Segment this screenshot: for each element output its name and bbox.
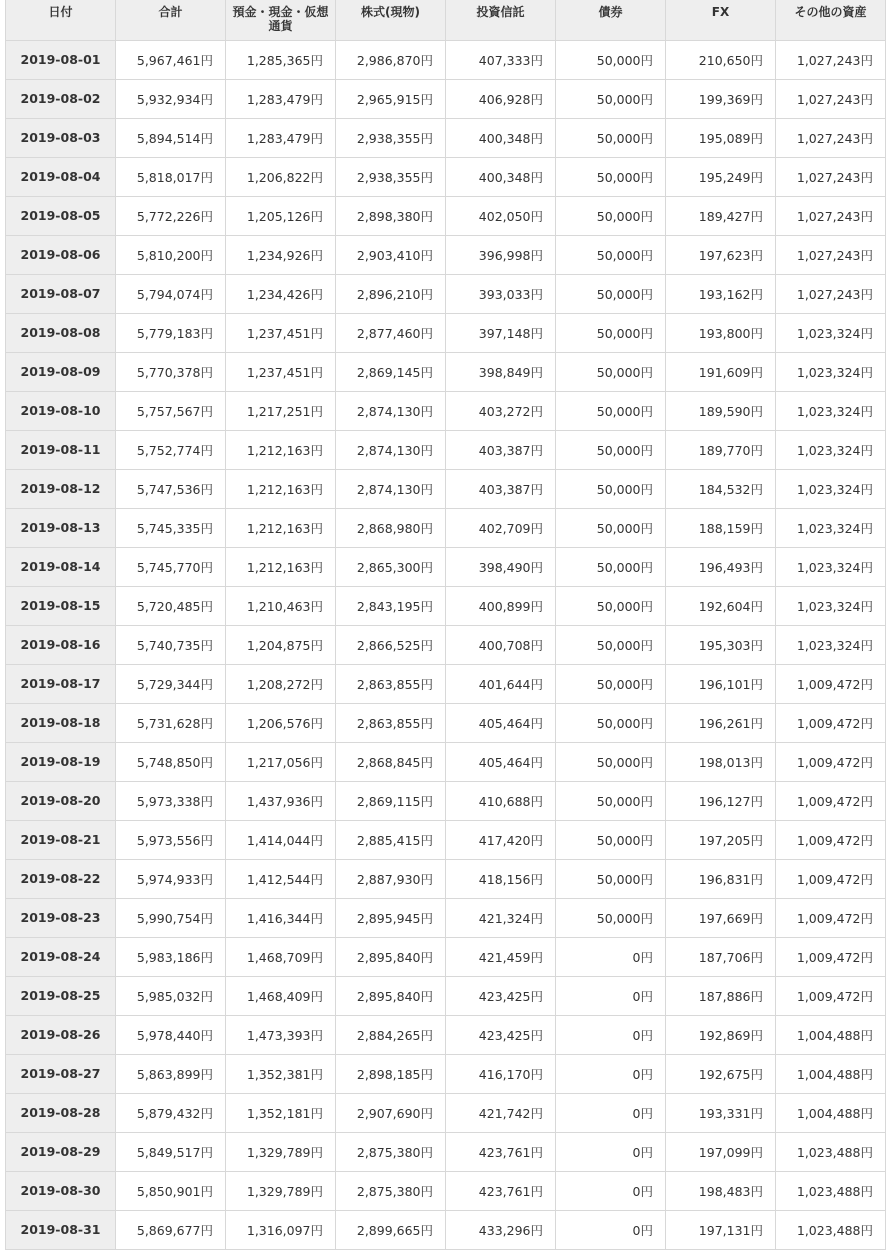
fx-cell: 192,604円 [666, 586, 776, 625]
stocks-cell: 2,885,415円 [336, 820, 446, 859]
other-assets-cell: 1,023,324円 [776, 625, 886, 664]
bonds-cell: 50,000円 [556, 274, 666, 313]
deposits-cell: 1,352,181円 [226, 1093, 336, 1132]
total-cell: 5,983,186円 [116, 937, 226, 976]
deposits-cell: 1,212,163円 [226, 508, 336, 547]
date-cell: 2019-08-28 [6, 1093, 116, 1132]
fx-cell: 193,800円 [666, 313, 776, 352]
fx-cell: 195,249円 [666, 157, 776, 196]
fx-cell: 187,886円 [666, 976, 776, 1015]
deposits-cell: 1,208,272円 [226, 664, 336, 703]
table-row [6, 742, 886, 781]
deposits-cell: 1,217,056円 [226, 742, 336, 781]
column-header-other-assets: その他の資産 [776, 0, 886, 40]
table-row [6, 547, 886, 586]
date-cell: 2019-08-30 [6, 1171, 116, 1210]
date-cell: 2019-08-02 [6, 79, 116, 118]
other-assets-cell: 1,023,324円 [776, 547, 886, 586]
column-header-stocks: 株式(現物) [336, 0, 446, 40]
trusts-cell: 400,348円 [446, 157, 556, 196]
other-assets-cell: 1,023,324円 [776, 313, 886, 352]
total-cell: 5,879,432円 [116, 1093, 226, 1132]
date-cell: 2019-08-11 [6, 430, 116, 469]
bonds-cell: 50,000円 [556, 235, 666, 274]
trusts-cell: 405,464円 [446, 703, 556, 742]
deposits-cell: 1,205,126円 [226, 196, 336, 235]
total-cell: 5,973,338円 [116, 781, 226, 820]
bonds-cell: 50,000円 [556, 664, 666, 703]
date-cell: 2019-08-17 [6, 664, 116, 703]
date-cell: 2019-08-19 [6, 742, 116, 781]
total-cell: 5,894,514円 [116, 118, 226, 157]
table-row [6, 898, 886, 937]
bonds-cell: 0円 [556, 1093, 666, 1132]
other-assets-cell: 1,027,243円 [776, 274, 886, 313]
deposits-cell: 1,206,822円 [226, 157, 336, 196]
date-cell: 2019-08-23 [6, 898, 116, 937]
other-assets-cell: 1,027,243円 [776, 40, 886, 79]
fx-cell: 210,650円 [666, 40, 776, 79]
trusts-cell: 423,425円 [446, 976, 556, 1015]
table-row [6, 1093, 886, 1132]
trusts-cell: 398,490円 [446, 547, 556, 586]
trusts-cell: 423,761円 [446, 1171, 556, 1210]
bonds-cell: 50,000円 [556, 547, 666, 586]
bonds-cell: 50,000円 [556, 469, 666, 508]
total-cell: 5,967,461円 [116, 40, 226, 79]
trusts-cell: 400,899円 [446, 586, 556, 625]
table-row [6, 508, 886, 547]
stocks-cell: 2,898,380円 [336, 196, 446, 235]
table-row [6, 859, 886, 898]
deposits-cell: 1,468,409円 [226, 976, 336, 1015]
bonds-cell: 0円 [556, 937, 666, 976]
other-assets-cell: 1,027,243円 [776, 196, 886, 235]
other-assets-cell: 1,027,243円 [776, 157, 886, 196]
trusts-cell: 403,387円 [446, 430, 556, 469]
stocks-cell: 2,869,115円 [336, 781, 446, 820]
date-cell: 2019-08-13 [6, 508, 116, 547]
bonds-cell: 50,000円 [556, 118, 666, 157]
deposits-cell: 1,329,789円 [226, 1132, 336, 1171]
fx-cell: 189,590円 [666, 391, 776, 430]
other-assets-cell: 1,027,243円 [776, 118, 886, 157]
asset-history-panel [5, 0, 885, 1250]
fx-cell: 189,427円 [666, 196, 776, 235]
deposits-cell: 1,352,381円 [226, 1054, 336, 1093]
trusts-cell: 423,425円 [446, 1015, 556, 1054]
table-row [6, 157, 886, 196]
bonds-cell: 0円 [556, 1054, 666, 1093]
total-cell: 5,747,536円 [116, 469, 226, 508]
trusts-cell: 405,464円 [446, 742, 556, 781]
trusts-cell: 403,387円 [446, 469, 556, 508]
other-assets-cell: 1,023,324円 [776, 430, 886, 469]
total-cell: 5,810,200円 [116, 235, 226, 274]
deposits-cell: 1,468,709円 [226, 937, 336, 976]
bonds-cell: 50,000円 [556, 40, 666, 79]
date-cell: 2019-08-07 [6, 274, 116, 313]
deposits-cell: 1,285,365円 [226, 40, 336, 79]
stocks-cell: 2,887,930円 [336, 859, 446, 898]
stocks-cell: 2,863,855円 [336, 664, 446, 703]
fx-cell: 192,675円 [666, 1054, 776, 1093]
fx-cell: 196,261円 [666, 703, 776, 742]
bonds-cell: 50,000円 [556, 742, 666, 781]
fx-cell: 199,369円 [666, 79, 776, 118]
column-header-investment-trusts: 投資信託 [446, 0, 556, 40]
fx-cell: 196,127円 [666, 781, 776, 820]
total-cell: 5,731,628円 [116, 703, 226, 742]
deposits-cell: 1,212,163円 [226, 469, 336, 508]
trusts-cell: 396,998円 [446, 235, 556, 274]
date-cell: 2019-08-24 [6, 937, 116, 976]
deposits-cell: 1,416,344円 [226, 898, 336, 937]
column-header-deposits-cash-crypto: 預金・現金・仮想通貨 [226, 0, 336, 40]
stocks-cell: 2,874,130円 [336, 469, 446, 508]
stocks-cell: 2,938,355円 [336, 157, 446, 196]
stocks-cell: 2,865,300円 [336, 547, 446, 586]
other-assets-cell: 1,023,324円 [776, 508, 886, 547]
trusts-cell: 417,420円 [446, 820, 556, 859]
fx-cell: 193,331円 [666, 1093, 776, 1132]
fx-cell: 197,623円 [666, 235, 776, 274]
deposits-cell: 1,237,451円 [226, 313, 336, 352]
deposits-cell: 1,212,163円 [226, 547, 336, 586]
table-row [6, 430, 886, 469]
stocks-cell: 2,868,845円 [336, 742, 446, 781]
total-cell: 5,757,567円 [116, 391, 226, 430]
date-cell: 2019-08-22 [6, 859, 116, 898]
table-row [6, 40, 886, 79]
fx-cell: 197,099円 [666, 1132, 776, 1171]
deposits-cell: 1,283,479円 [226, 118, 336, 157]
stocks-cell: 2,938,355円 [336, 118, 446, 157]
bonds-cell: 50,000円 [556, 586, 666, 625]
stocks-cell: 2,884,265円 [336, 1015, 446, 1054]
other-assets-cell: 1,023,324円 [776, 586, 886, 625]
total-cell: 5,990,754円 [116, 898, 226, 937]
other-assets-cell: 1,009,472円 [776, 703, 886, 742]
stocks-cell: 2,895,840円 [336, 937, 446, 976]
fx-cell: 198,483円 [666, 1171, 776, 1210]
fx-cell: 184,532円 [666, 469, 776, 508]
deposits-cell: 1,204,875円 [226, 625, 336, 664]
bonds-cell: 0円 [556, 1210, 666, 1249]
other-assets-cell: 1,023,324円 [776, 391, 886, 430]
deposits-cell: 1,234,426円 [226, 274, 336, 313]
deposits-cell: 1,210,463円 [226, 586, 336, 625]
stocks-cell: 2,868,980円 [336, 508, 446, 547]
bonds-cell: 0円 [556, 976, 666, 1015]
deposits-cell: 1,234,926円 [226, 235, 336, 274]
table-row [6, 1132, 886, 1171]
date-cell: 2019-08-06 [6, 235, 116, 274]
trusts-cell: 402,050円 [446, 196, 556, 235]
trusts-cell: 398,849円 [446, 352, 556, 391]
asset-history-table [5, 0, 886, 1250]
total-cell: 5,850,901円 [116, 1171, 226, 1210]
fx-cell: 197,205円 [666, 820, 776, 859]
other-assets-cell: 1,023,488円 [776, 1210, 886, 1249]
other-assets-cell: 1,027,243円 [776, 79, 886, 118]
deposits-cell: 1,329,789円 [226, 1171, 336, 1210]
deposits-cell: 1,237,451円 [226, 352, 336, 391]
stocks-cell: 2,965,915円 [336, 79, 446, 118]
bonds-cell: 0円 [556, 1171, 666, 1210]
fx-cell: 195,303円 [666, 625, 776, 664]
deposits-cell: 1,437,936円 [226, 781, 336, 820]
stocks-cell: 2,895,840円 [336, 976, 446, 1015]
other-assets-cell: 1,009,472円 [776, 820, 886, 859]
date-cell: 2019-08-20 [6, 781, 116, 820]
column-header-date: 日付 [6, 0, 116, 40]
date-cell: 2019-08-04 [6, 157, 116, 196]
date-cell: 2019-08-08 [6, 313, 116, 352]
date-cell: 2019-08-16 [6, 625, 116, 664]
total-cell: 5,772,226円 [116, 196, 226, 235]
table-row [6, 1171, 886, 1210]
date-cell: 2019-08-12 [6, 469, 116, 508]
date-cell: 2019-08-18 [6, 703, 116, 742]
stocks-cell: 2,875,380円 [336, 1132, 446, 1171]
trusts-cell: 421,742円 [446, 1093, 556, 1132]
total-cell: 5,770,378円 [116, 352, 226, 391]
deposits-cell: 1,206,576円 [226, 703, 336, 742]
trusts-cell: 407,333円 [446, 40, 556, 79]
table-row [6, 313, 886, 352]
column-header-total: 合計 [116, 0, 226, 40]
date-cell: 2019-08-31 [6, 1210, 116, 1249]
stocks-cell: 2,877,460円 [336, 313, 446, 352]
other-assets-cell: 1,009,472円 [776, 859, 886, 898]
total-cell: 5,729,344円 [116, 664, 226, 703]
fx-cell: 192,869円 [666, 1015, 776, 1054]
trusts-cell: 400,348円 [446, 118, 556, 157]
column-header-bonds: 債券 [556, 0, 666, 40]
table-row [6, 781, 886, 820]
total-cell: 5,779,183円 [116, 313, 226, 352]
total-cell: 5,745,770円 [116, 547, 226, 586]
date-cell: 2019-08-21 [6, 820, 116, 859]
date-cell: 2019-08-26 [6, 1015, 116, 1054]
table-row [6, 586, 886, 625]
trusts-cell: 403,272円 [446, 391, 556, 430]
bonds-cell: 50,000円 [556, 391, 666, 430]
deposits-cell: 1,217,251円 [226, 391, 336, 430]
table-row [6, 820, 886, 859]
bonds-cell: 50,000円 [556, 820, 666, 859]
stocks-cell: 2,986,870円 [336, 40, 446, 79]
total-cell: 5,869,677円 [116, 1210, 226, 1249]
bonds-cell: 50,000円 [556, 352, 666, 391]
bonds-cell: 50,000円 [556, 703, 666, 742]
other-assets-cell: 1,009,472円 [776, 664, 886, 703]
stocks-cell: 2,869,145円 [336, 352, 446, 391]
total-cell: 5,748,850円 [116, 742, 226, 781]
other-assets-cell: 1,009,472円 [776, 898, 886, 937]
trusts-cell: 400,708円 [446, 625, 556, 664]
bonds-cell: 50,000円 [556, 859, 666, 898]
date-cell: 2019-08-25 [6, 976, 116, 1015]
total-cell: 5,985,032円 [116, 976, 226, 1015]
trusts-cell: 418,156円 [446, 859, 556, 898]
date-cell: 2019-08-09 [6, 352, 116, 391]
fx-cell: 193,162円 [666, 274, 776, 313]
fx-cell: 196,831円 [666, 859, 776, 898]
stocks-cell: 2,874,130円 [336, 391, 446, 430]
deposits-cell: 1,414,044円 [226, 820, 336, 859]
bonds-cell: 50,000円 [556, 196, 666, 235]
stocks-cell: 2,903,410円 [336, 235, 446, 274]
stocks-cell: 2,875,380円 [336, 1171, 446, 1210]
bonds-cell: 50,000円 [556, 157, 666, 196]
total-cell: 5,974,933円 [116, 859, 226, 898]
bonds-cell: 50,000円 [556, 898, 666, 937]
total-cell: 5,973,556円 [116, 820, 226, 859]
total-cell: 5,740,735円 [116, 625, 226, 664]
header-row [6, 0, 886, 40]
trusts-cell: 393,033円 [446, 274, 556, 313]
date-cell: 2019-08-14 [6, 547, 116, 586]
table-row [6, 196, 886, 235]
total-cell: 5,932,934円 [116, 79, 226, 118]
bonds-cell: 50,000円 [556, 430, 666, 469]
table-row [6, 1054, 886, 1093]
total-cell: 5,752,774円 [116, 430, 226, 469]
fx-cell: 196,493円 [666, 547, 776, 586]
table-row [6, 937, 886, 976]
date-cell: 2019-08-03 [6, 118, 116, 157]
stocks-cell: 2,874,130円 [336, 430, 446, 469]
bonds-cell: 50,000円 [556, 781, 666, 820]
trusts-cell: 397,148円 [446, 313, 556, 352]
other-assets-cell: 1,009,472円 [776, 937, 886, 976]
other-assets-cell: 1,004,488円 [776, 1093, 886, 1132]
trusts-cell: 416,170円 [446, 1054, 556, 1093]
table-row [6, 1210, 886, 1249]
stocks-cell: 2,896,210円 [336, 274, 446, 313]
total-cell: 5,794,074円 [116, 274, 226, 313]
table-row [6, 79, 886, 118]
table-row [6, 391, 886, 430]
total-cell: 5,849,517円 [116, 1132, 226, 1171]
date-cell: 2019-08-01 [6, 40, 116, 79]
deposits-cell: 1,473,393円 [226, 1015, 336, 1054]
bonds-cell: 0円 [556, 1015, 666, 1054]
stocks-cell: 2,866,525円 [336, 625, 446, 664]
table-row [6, 352, 886, 391]
total-cell: 5,863,899円 [116, 1054, 226, 1093]
table-row [6, 703, 886, 742]
other-assets-cell: 1,023,324円 [776, 352, 886, 391]
table-body [6, 40, 886, 1249]
trusts-cell: 402,709円 [446, 508, 556, 547]
trusts-cell: 410,688円 [446, 781, 556, 820]
stocks-cell: 2,863,855円 [336, 703, 446, 742]
fx-cell: 195,089円 [666, 118, 776, 157]
date-cell: 2019-08-10 [6, 391, 116, 430]
date-cell: 2019-08-27 [6, 1054, 116, 1093]
other-assets-cell: 1,004,488円 [776, 1054, 886, 1093]
total-cell: 5,745,335円 [116, 508, 226, 547]
other-assets-cell: 1,009,472円 [776, 742, 886, 781]
deposits-cell: 1,316,097円 [226, 1210, 336, 1249]
stocks-cell: 2,899,665円 [336, 1210, 446, 1249]
fx-cell: 198,013円 [666, 742, 776, 781]
bonds-cell: 50,000円 [556, 508, 666, 547]
other-assets-cell: 1,023,488円 [776, 1171, 886, 1210]
table-row [6, 274, 886, 313]
trusts-cell: 421,324円 [446, 898, 556, 937]
bonds-cell: 50,000円 [556, 79, 666, 118]
trusts-cell: 421,459円 [446, 937, 556, 976]
trusts-cell: 406,928円 [446, 79, 556, 118]
table-row [6, 664, 886, 703]
bonds-cell: 0円 [556, 1132, 666, 1171]
total-cell: 5,720,485円 [116, 586, 226, 625]
total-cell: 5,978,440円 [116, 1015, 226, 1054]
other-assets-cell: 1,027,243円 [776, 235, 886, 274]
deposits-cell: 1,283,479円 [226, 79, 336, 118]
deposits-cell: 1,412,544円 [226, 859, 336, 898]
total-cell: 5,818,017円 [116, 157, 226, 196]
fx-cell: 197,131円 [666, 1210, 776, 1249]
date-cell: 2019-08-05 [6, 196, 116, 235]
fx-cell: 189,770円 [666, 430, 776, 469]
trusts-cell: 433,296円 [446, 1210, 556, 1249]
other-assets-cell: 1,023,488円 [776, 1132, 886, 1171]
table-row [6, 625, 886, 664]
column-header-fx: FX [666, 0, 776, 40]
table-row [6, 235, 886, 274]
table-row [6, 469, 886, 508]
fx-cell: 188,159円 [666, 508, 776, 547]
fx-cell: 197,669円 [666, 898, 776, 937]
date-cell: 2019-08-29 [6, 1132, 116, 1171]
table-row [6, 118, 886, 157]
table-row [6, 976, 886, 1015]
fx-cell: 187,706円 [666, 937, 776, 976]
trusts-cell: 423,761円 [446, 1132, 556, 1171]
table-row [6, 1015, 886, 1054]
stocks-cell: 2,843,195円 [336, 586, 446, 625]
deposits-cell: 1,212,163円 [226, 430, 336, 469]
bonds-cell: 50,000円 [556, 313, 666, 352]
stocks-cell: 2,898,185円 [336, 1054, 446, 1093]
stocks-cell: 2,895,945円 [336, 898, 446, 937]
stocks-cell: 2,907,690円 [336, 1093, 446, 1132]
fx-cell: 191,609円 [666, 352, 776, 391]
trusts-cell: 401,644円 [446, 664, 556, 703]
bonds-cell: 50,000円 [556, 625, 666, 664]
other-assets-cell: 1,009,472円 [776, 976, 886, 1015]
other-assets-cell: 1,009,472円 [776, 781, 886, 820]
fx-cell: 196,101円 [666, 664, 776, 703]
date-cell: 2019-08-15 [6, 586, 116, 625]
other-assets-cell: 1,004,488円 [776, 1015, 886, 1054]
other-assets-cell: 1,023,324円 [776, 469, 886, 508]
table-header [6, 0, 886, 40]
